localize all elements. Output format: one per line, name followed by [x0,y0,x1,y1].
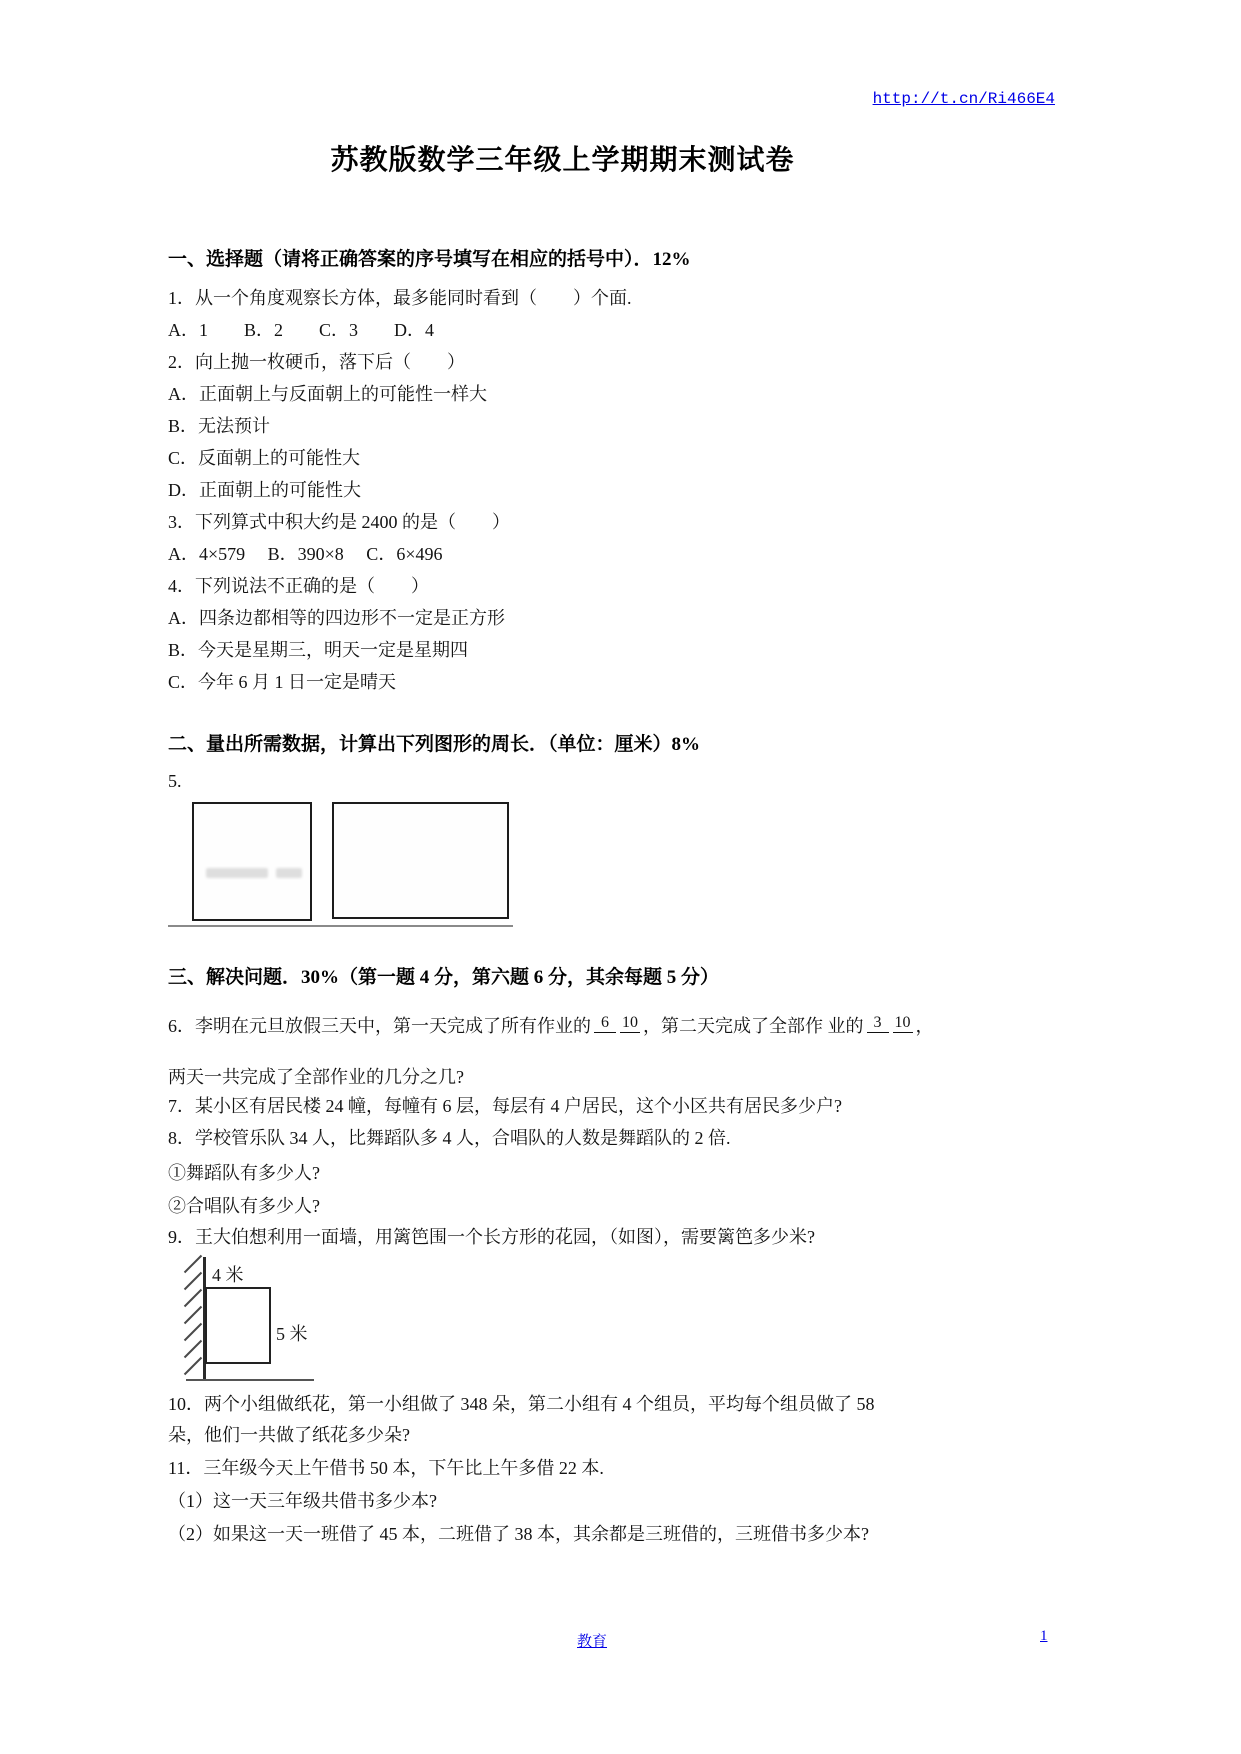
question-2-option-c: C．反面朝上的可能性大 [168,448,361,468]
question-2-option-b: B．无法预计 [168,416,271,436]
question-2-option-a: A．正面朝上与反面朝上的可能性一样大 [168,384,487,404]
section-1-heading: 一、选择题（请将正确答案的序号填写在相应的括号中）．12% [168,249,691,270]
perimeter-shape-rectangle [332,802,509,919]
footer-site-link[interactable]: 教育 [577,1634,608,1650]
fraction-denominator: 10 [622,1013,638,1031]
wall-hatch-icon [184,1340,202,1358]
question-2-text: 2．向上抛一枚硬币，落下后（ ） [168,352,465,372]
fraction-numerator: 6 [594,1014,616,1033]
question-11-sub2: （2）如果这一天一班借了 45 本，二班借了 38 本，其余都是三班借的，三班借书多少本? [168,1524,869,1544]
fraction-numerator: 3 [867,1014,889,1033]
question-2-option-d: D．正面朝上的可能性大 [168,480,361,500]
question-4-option-c: C．今年 6 月 1 日一定是晴天 [168,672,397,692]
fraction-denominator: 10 [894,1013,911,1031]
footer-page-number: 1 [1040,1628,1048,1644]
question-6-text [168,1003,934,1049]
wall-hatch-icon [184,1306,202,1324]
wall-hatch-icon [184,1255,202,1273]
question-3-options: A．4×579 B．390×8 C．6×496 [168,544,443,564]
section-3-heading: 三、解决问题．30%（第一题 4 分，第六题 6 分，其余每题 5 分） [168,967,720,988]
question-8-sub2: ②合唱队有多少人? [168,1196,320,1216]
question-6-part1: 6．李明在元旦放假三天中，第一天完成了所有作业的 [168,1016,591,1036]
question-11-text: 11．三年级今天上午借书 50 本，下午比上午多借 22 本. [168,1458,604,1478]
watermark-smudge [276,868,302,878]
fraction-3-10 [867,1015,913,1032]
question-3-text: 3．下列算式中积大约是 2400 的是（ ） [168,512,510,532]
header-url-link[interactable]: http://t.cn/Ri466E4 [872,90,1055,108]
wall-hatch-icon [184,1289,202,1307]
garden-right-side-label: 5 米 [276,1324,308,1344]
garden-top-side-label: 4 米 [212,1265,244,1285]
question-9-text: 9．王大伯想利用一面墙，用篱笆围一个长方形的花园，（如图），需要篱笆多少米? [168,1227,815,1247]
question-6-part2: ，第二天完成了全部作 业的 [643,1016,864,1036]
question-4-option-b: B．今天是星期三，明天一定是星期四 [168,640,469,660]
question-10-line1: 10．两个小组做纸花，第一小组做了 348 朵，第二小组有 4 个组员，平均每个组员做了 58 [168,1394,875,1414]
shapes-underline [168,925,513,927]
question-8-sub1: ①舞蹈队有多少人? [168,1163,320,1183]
question-6-part3: ， [915,1016,934,1036]
question-4-text: 4．下列说法不正确的是（ ） [168,576,429,596]
question-7-text: 7．某小区有居民楼 24 幢，每幢有 6 层，每层有 4 户居民，这个小区共有居民多少户? [168,1096,842,1116]
question-6-line2: 两天一共完成了全部作业的几分之几? [168,1067,464,1087]
ground-line [186,1379,314,1381]
wall-hatch-icon [184,1357,202,1375]
question-5-number: 5. [168,771,182,791]
page-title: 苏教版数学三年级上学期期末测试卷 [330,145,795,176]
garden-rectangle [205,1287,271,1364]
question-1-options: A．1 B．2 C．3 D．4 [168,320,435,340]
question-4-option-a: A．四条边都相等的四边形不一定是正方形 [168,608,505,628]
fraction-6-10 [594,1015,640,1032]
watermark-smudge [206,868,268,878]
section-2-heading: 二、量出所需数据，计算出下列图形的周长．（单位：厘米）8% [168,734,701,755]
question-1-text: 1．从一个角度观察长方体，最多能同时看到（ ）个面. [168,288,632,308]
perimeter-shape-square [192,802,312,921]
question-10-line2: 朵，他们一共做了纸花多少朵? [168,1425,410,1445]
wall-hatch-icon [184,1272,202,1290]
wall-hatch-icon [184,1323,202,1341]
question-8-text: 8．学校管乐队 34 人，比舞蹈队多 4 人，合唱队的人数是舞蹈队的 2 倍. [168,1128,731,1148]
question-11-sub1: （1）这一天三年级共借书多少本? [168,1491,437,1511]
